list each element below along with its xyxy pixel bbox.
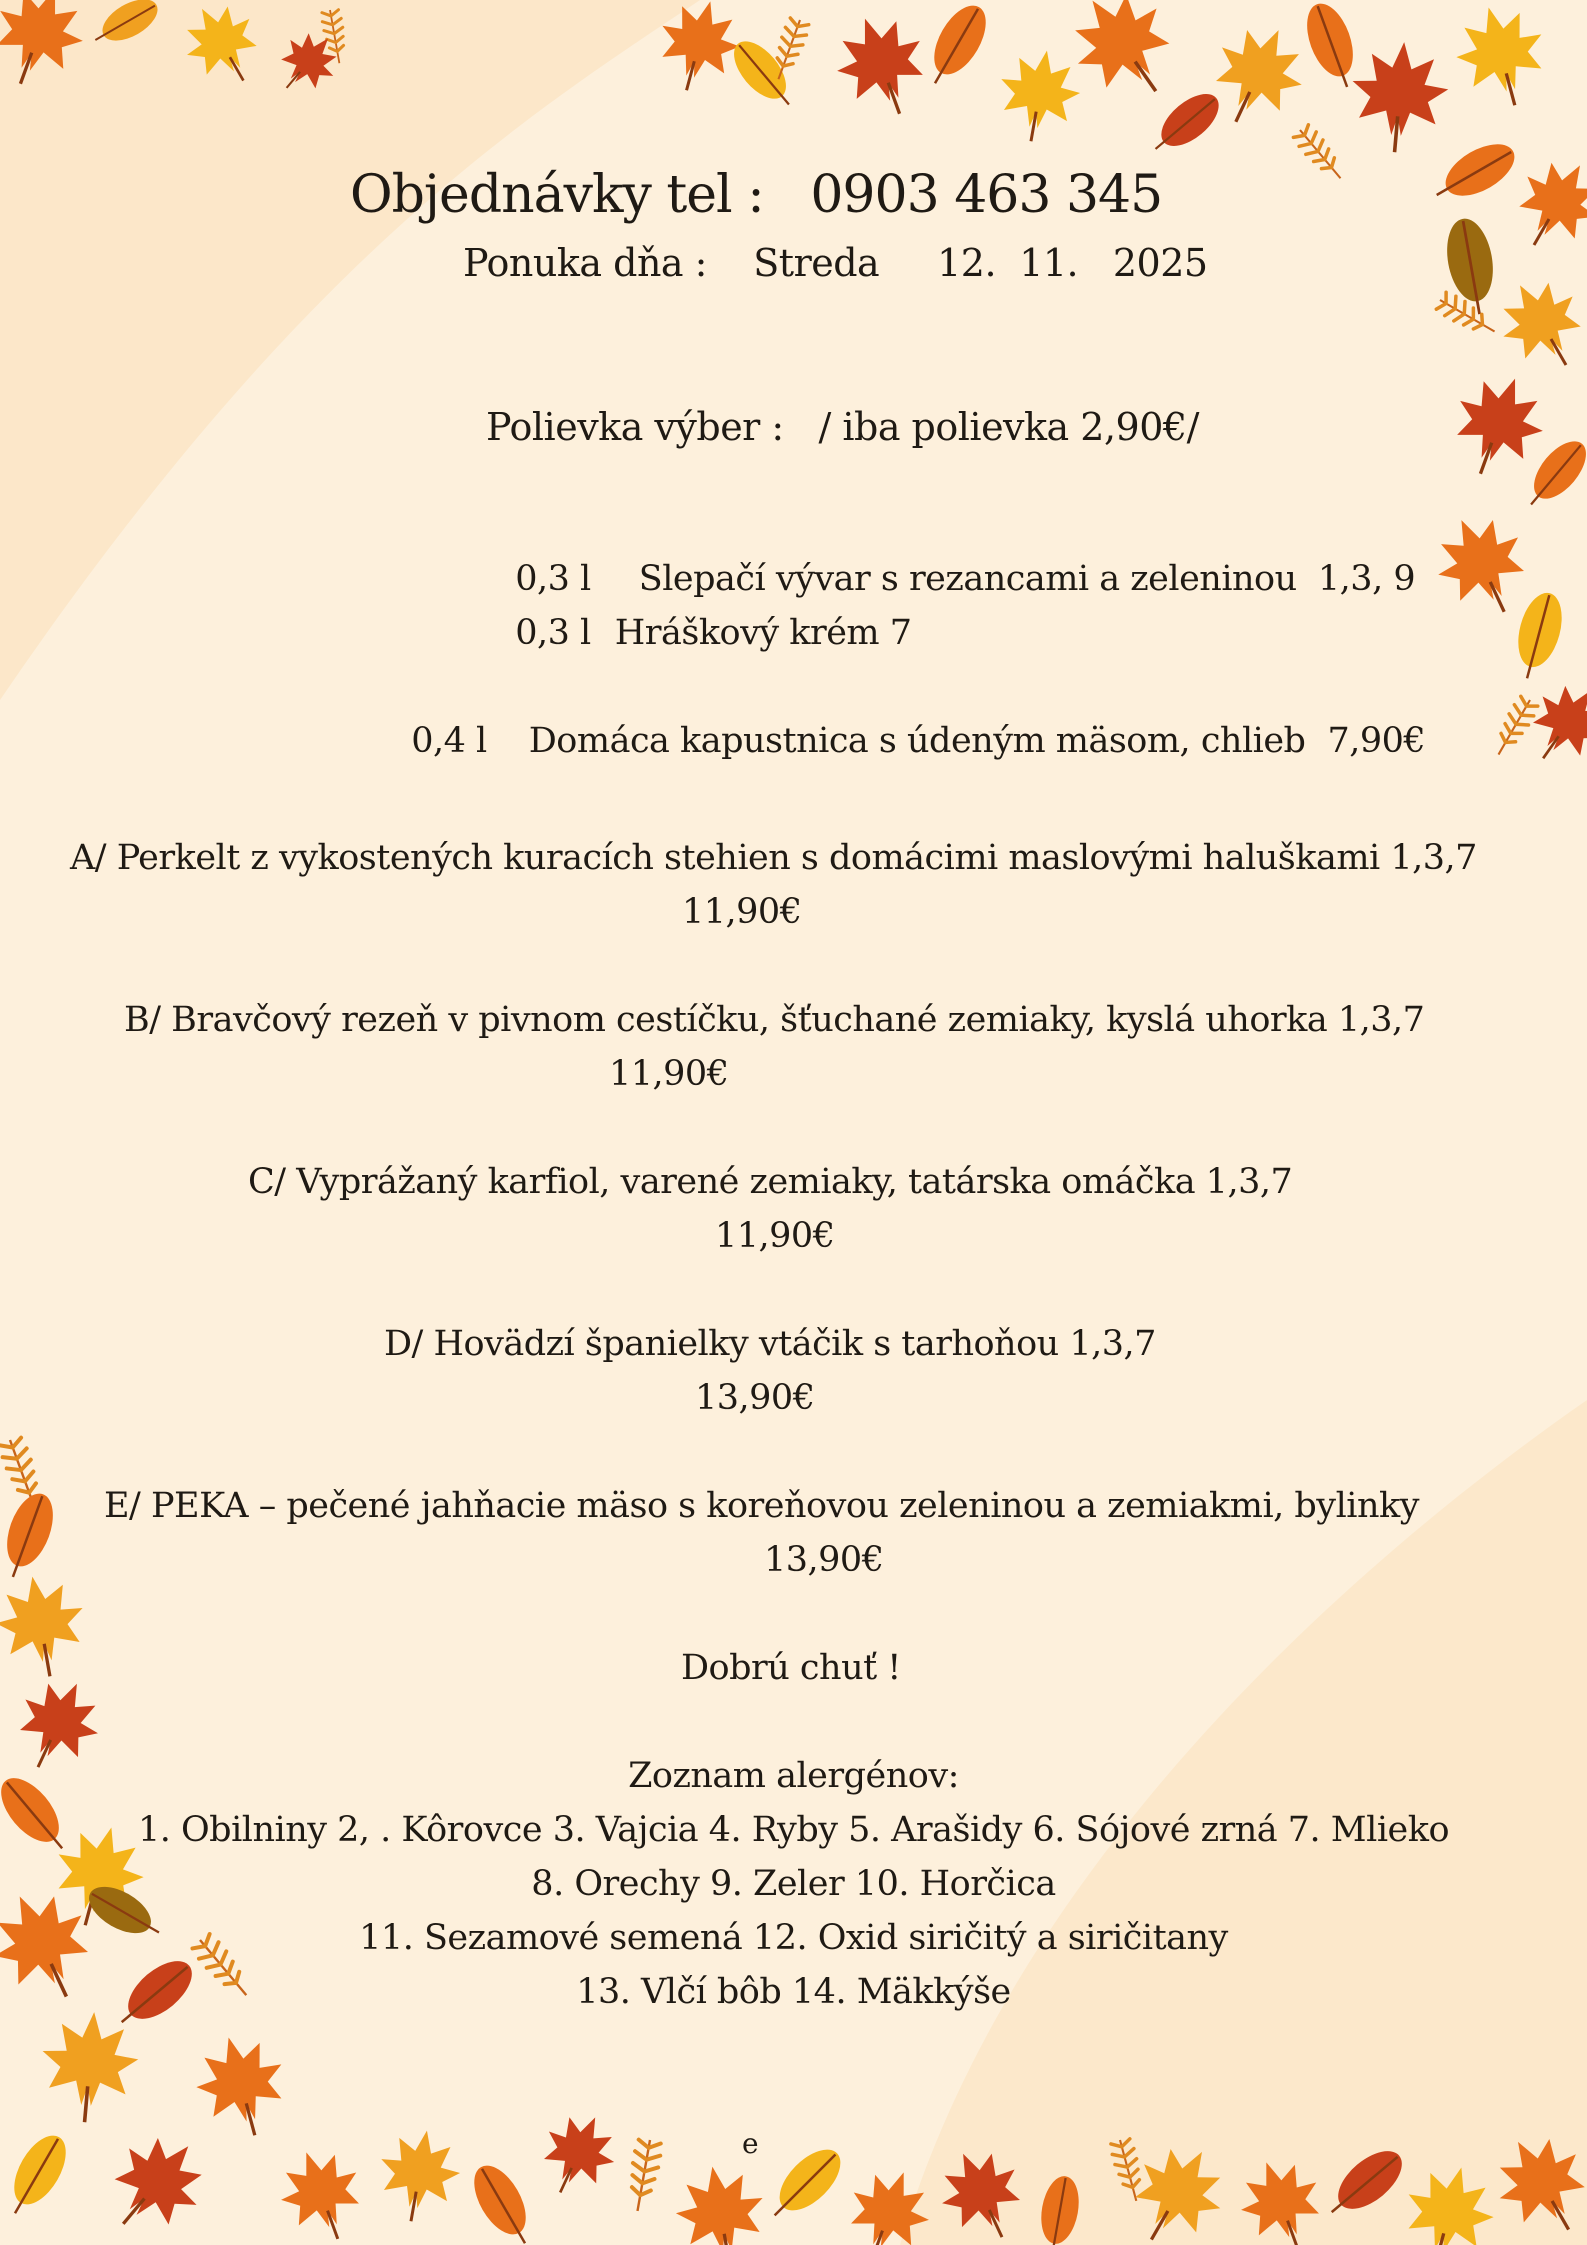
order-phone-line: Objednávky tel : 0903 463 345 xyxy=(350,165,1163,225)
allergens-heading: Zoznam alergénov: xyxy=(628,1756,959,1796)
special-soup-name: Domáca kapustnica s údeným mäsom, chlieb xyxy=(528,721,1306,761)
allergens-line: 13. Vlčí bôb 14. Mäkkýše xyxy=(576,1972,1011,2012)
meal-d-price: 13,90€ xyxy=(695,1378,815,1418)
allergens-line: 8. Orechy 9. Zeler 10. Horčica xyxy=(531,1864,1056,1904)
meal-a-label: A/ Perkelt z vykostených kuracích stehien s domácimi maslovými haluškami 1,3,7 xyxy=(70,838,1477,878)
meal-b-label: B/ Bravčový rezeň v pivnom cestíčku, šťuchané zemiaky, kyslá uhorka 1,3,7 xyxy=(124,1000,1425,1040)
meal-e-price: 13,90€ xyxy=(764,1540,884,1580)
soup-heading: Polievka výber : / iba polievka 2,90€/ xyxy=(486,405,1199,449)
closing-greeting: Dobrú chuť ! xyxy=(681,1648,901,1688)
meal-c-label: C/ Vyprážaný karfiol, varené zemiaky, tatárska omáčka 1,3,7 xyxy=(248,1162,1293,1202)
meal-e-label: E/ PEKA – pečené jahňacie mäso s koreňovou zeleninou a zemiakmi, bylinky xyxy=(104,1486,1419,1526)
menu-date-line: Ponuka dňa : Streda 12. 11. 2025 xyxy=(463,241,1208,285)
meal-c-price: 11,90€ xyxy=(715,1216,835,1256)
meal-a-price: 11,90€ xyxy=(682,892,802,932)
meal-d-label: D/ Hovädzí španielky vtáčik s tarhoňou 1,3,7 xyxy=(384,1324,1156,1364)
special-soup-item xyxy=(390,675,1425,763)
allergens-line: 1. Obilniny 2, . Kôrovce 3. Vajcia 4. Ryby 5. Arašidy 6. Sójové zrná 7. Mlieko xyxy=(137,1810,1450,1850)
soup-size: 0,3 l xyxy=(515,559,591,599)
special-soup-price: 7,90€ xyxy=(1327,721,1426,761)
soup-size: 0,3 l xyxy=(515,613,591,653)
allergens-line: 11. Sezamové semená 12. Oxid siričitý a siričitany xyxy=(359,1918,1228,1958)
soup-name: Slepačí vývar s rezancami a zeleninou 1,3, 9 xyxy=(638,559,1416,599)
special-soup-size: 0,4 l xyxy=(411,721,487,761)
meal-b-price: 11,90€ xyxy=(609,1054,729,1094)
footer-mark: e xyxy=(742,2127,759,2160)
soup-name: Hráškový krém 7 xyxy=(614,613,912,653)
soup-item xyxy=(494,567,912,655)
